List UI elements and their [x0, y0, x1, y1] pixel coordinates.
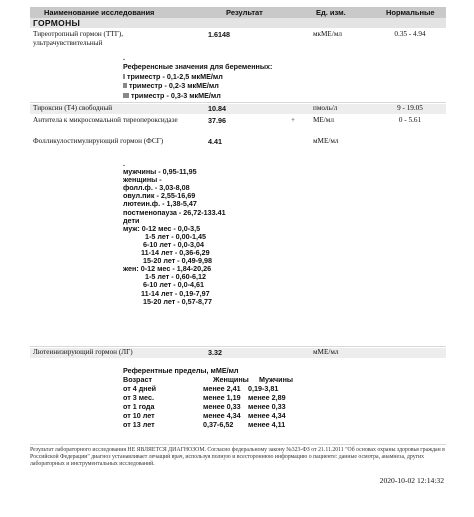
divider [30, 444, 446, 445]
tsh-reference [123, 53, 272, 100]
lh-women: 0,37-6,52 [203, 420, 234, 429]
reference-line: II триместр - 0,2-3 мкМЕ/мл [123, 81, 219, 91]
lh-age: от 10 лет [123, 411, 155, 420]
report-timestamp: 2020-10-02 12:14:32 [379, 476, 444, 485]
lh-women: менее 1,19 [203, 393, 241, 402]
lh-age: от 13 лет [123, 420, 155, 429]
test-unit: мМЕ/мл [313, 137, 339, 145]
lh-men: менее 4,11 [248, 420, 286, 429]
reference-line: III триместр - 0,3-3 мкМЕ/мл [123, 90, 221, 100]
lh-ref-row [123, 420, 303, 429]
reference-line: . [123, 53, 125, 62]
test-unit: пмоль/л [313, 104, 338, 112]
lh-ref-title: Референтные пределы, мМЕ/мл [123, 366, 239, 375]
test-name: Фолликулостимулирующий гормон (ФСГ) [33, 137, 164, 145]
test-name: Тиреотропный гормон (ТТГ), ультрачувствительный [33, 30, 124, 47]
test-name: Лютеинизирующий гормон (ЛГ) [33, 348, 133, 356]
test-result: 1.6148 [208, 30, 230, 39]
lh-men: менее 2,89 [248, 393, 286, 402]
lh-ref-row [123, 411, 303, 420]
header-norm: Нормальные [386, 8, 435, 17]
lh-age: от 4 дней [123, 384, 157, 393]
reference-line: мужчины - 0,95-11,95 [123, 167, 197, 177]
table-row [30, 137, 446, 157]
lh-age: от 1 года [123, 402, 155, 411]
test-result: 4.41 [208, 137, 222, 146]
reference-line: 6-10 лет - 0,0-3,04 [143, 239, 205, 249]
test-unit: мкМЕ/мл [313, 30, 342, 38]
reference-line: 1-5 лет - 0,60-6,12 [145, 272, 207, 282]
reference-line: 15-20 лет - 0,57-8,77 [143, 296, 213, 306]
lh-ref-row [123, 393, 303, 402]
lh-men: 0,19-3,81 [248, 384, 279, 393]
divider [30, 346, 446, 347]
test-flag: + [291, 116, 296, 124]
reference-line: 11-14 лет - 0,36-6,29 [141, 248, 210, 258]
table-row [30, 348, 446, 358]
reference-line: постменопауза - 26,72-133.41 [123, 207, 226, 217]
reference-line: муж: 0-12 мес - 0,0-3,5 [123, 223, 201, 233]
test-result: 3.32 [208, 348, 222, 357]
reference-line: 11-14 лет - 0,19-7,97 [141, 288, 210, 298]
lh-women: менее 0,33 [203, 402, 241, 411]
lh-col-age: Возраст [123, 375, 152, 384]
reference-line: 6-10 лет - 0,0-4,61 [143, 280, 205, 290]
lh-col-men: Мужчины [259, 375, 294, 384]
header-name: Наименование исследования [44, 8, 155, 17]
test-name: Тироксин (Т4) свободный [33, 104, 113, 112]
reference-line: фолл.ф. - 3,03-8,08 [123, 183, 190, 193]
lh-men: менее 0,33 [248, 402, 286, 411]
reference-line: . [123, 159, 125, 168]
reference-line: жен: 0-12 мес - 1,84-20,26 [123, 264, 212, 274]
header-unit: Ед. изм. [316, 8, 346, 17]
lh-reference [123, 366, 303, 429]
reference-line: овул.пик - 2,55-16,69 [123, 191, 196, 201]
reference-line: 15-20 лет - 0,49-9,98 [143, 256, 213, 266]
test-norm: 0 - 5.61 [398, 116, 422, 124]
test-norm: 9 - 19.05 [397, 104, 423, 112]
table-row [30, 104, 446, 114]
table-header [30, 7, 446, 18]
lh-ref-row [123, 402, 303, 411]
test-unit: мМЕ/мл [313, 348, 339, 356]
test-result: 10.84 [208, 104, 226, 113]
lh-women: менее 2,41 [203, 384, 241, 393]
reference-line: 1-5 лет - 0,00-1,45 [145, 231, 207, 241]
divider [30, 102, 446, 103]
test-name: Антитела к микросомальной тиреопероксидазе [33, 116, 178, 124]
lh-men: менее 4,34 [248, 411, 286, 420]
reference-line: лютеин.ф. - 1,38-5,47 [123, 199, 197, 209]
disclaimer-text: Результат лабораторного исследования НЕ ЯВЛЯЕТСЯ ДИАГНОЗОМ. Согласно федеральному закону №323-ФЗ от 21.11.2011 "Об основах охраны здоровья граждан в Российской Федерации" диагноз устанавливает лечащий врач, используя полную и всестороннюю информацию о пациенте: данные осмотра, анамнеза, других лабораторных и инструментальных исследований. [30, 447, 445, 468]
section-title: ГОРМОНЫ [30, 18, 446, 28]
header-result: Результат [226, 8, 263, 17]
test-norm: 0.35 - 4.94 [394, 30, 426, 38]
reference-line: женщины - [123, 175, 162, 185]
test-result: 37.96 [208, 116, 226, 125]
lh-age: от 3 мес. [123, 393, 154, 402]
lh-ref-header [123, 375, 303, 384]
lh-women: менее 4,34 [203, 411, 241, 420]
fsh-reference [123, 160, 226, 306]
table-row [30, 30, 446, 50]
reference-line: I триместр - 0,1-2,5 мкМЕ/мл [123, 71, 223, 81]
table-row [30, 116, 446, 134]
test-unit: МЕ/мл [313, 116, 334, 124]
lh-ref-row [123, 384, 303, 393]
reference-line: Референсные значения для беременных: [123, 62, 273, 72]
lh-col-women: Женщины [213, 375, 249, 384]
reference-line: дети [123, 215, 140, 225]
